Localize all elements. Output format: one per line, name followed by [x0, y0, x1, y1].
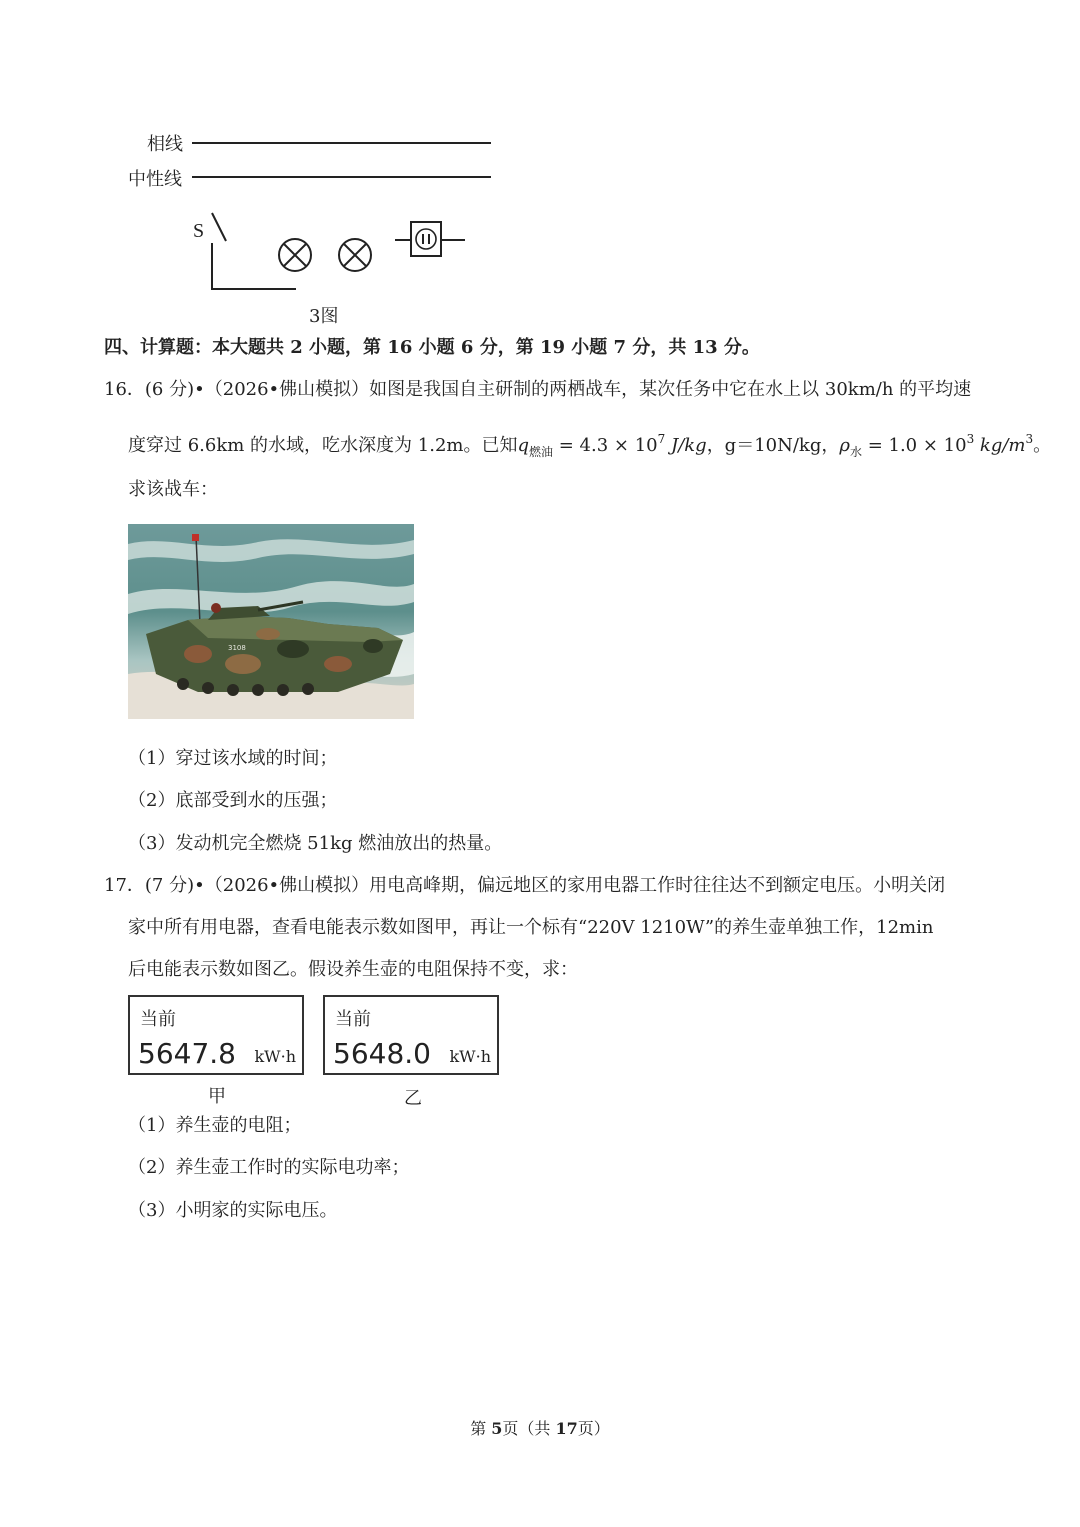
q-subscript: 燃油 [529, 445, 554, 459]
page-footer [0, 1416, 1080, 1439]
meter-value: 5648.0 [333, 1037, 431, 1070]
amphibious-tank-photo [128, 524, 414, 719]
q17-sub1: （1）养生壶的电阻； [128, 1115, 302, 1136]
meter-yi [323, 995, 499, 1075]
q16-line2-end: 。 [1033, 435, 1052, 456]
q-exponent: 7 [657, 432, 666, 446]
rho-subscript: 水 [849, 445, 862, 459]
q16-sub3: （3）发动机完全燃烧 51kg 燃油放出的热量。 [128, 833, 503, 854]
rho-value: = 1.0 × 10 [861, 435, 967, 456]
q17-sub2: （2）养生壶工作时的实际电功率； [128, 1157, 410, 1178]
meter-value: 5647.8 [138, 1037, 236, 1070]
circuit-neutral-label: 中性线 [128, 169, 182, 190]
q-value: = 4.3 × 10 [553, 435, 658, 456]
q-symbol: q [517, 435, 529, 456]
footer-total-pages: 17 [555, 1419, 578, 1438]
footer-prefix: 第 [470, 1419, 492, 1438]
q16-line2 [128, 425, 1051, 466]
tank-number: 3108 [228, 644, 246, 652]
rho-unit: kg/m [974, 435, 1026, 456]
q17-line3: 后电能表示数如图乙。假设养生壶的电阻保持不变，求： [128, 959, 578, 980]
circuit-phase-label: 相线 [147, 134, 183, 155]
footer-middle: 页（共 [502, 1419, 556, 1438]
meter-unit: kW·h [254, 1047, 296, 1066]
q16-line3: 求该战车： [128, 479, 218, 500]
socket-icon [395, 222, 465, 256]
meter-jia [128, 995, 304, 1075]
q17-sub3: （3）小明家的实际电压。 [128, 1200, 338, 1221]
rho-unit-exponent: 3 [1025, 432, 1034, 446]
lamp-icon [279, 239, 311, 271]
q-unit: J/kg [665, 435, 707, 456]
footer-page-number: 5 [491, 1419, 503, 1438]
rho-symbol: ρ [839, 435, 850, 456]
circuit-diagram [0, 0, 1080, 320]
rho-exponent: 3 [966, 432, 975, 446]
q17-line1: 17．(7 分)•（2026•佛山模拟）用电高峰期，偏远地区的家用电器工作时往往达不到额定电压。小明关闭 [104, 875, 946, 896]
q16-sub1: （1）穿过该水域的时间； [128, 748, 338, 769]
meter-unit: kW·h [449, 1047, 491, 1066]
footer-suffix: 页） [577, 1419, 610, 1438]
circuit-switch-label: S [193, 220, 205, 242]
switch-blade [212, 213, 226, 241]
section-heading: 四、计算题：本大题共 2 小题，第 16 小题 6 分，第 19 小题 7 分，共 13 分。 [104, 337, 760, 358]
q16-sub2: （2）底部受到水的压强； [128, 790, 338, 811]
meter-label: 当前 [335, 1009, 371, 1030]
q16-line2-text: 度穿过 6.6km 的水域，吃水深度为 1.2m。已知 [128, 435, 518, 456]
q16-line1: 16．(6 分)•（2026•佛山模拟）如图是我国自主研制的两栖战车，某次任务中它在水上以 30km/h 的平均速 [104, 379, 972, 400]
meter-caption-jia: 甲 [208, 1086, 226, 1107]
lamp-icon [339, 239, 371, 271]
g-text: ，g＝10N/kg， [706, 435, 840, 456]
circuit-caption: 3图 [309, 306, 339, 327]
meter-label: 当前 [140, 1009, 176, 1030]
q17-line2: 家中所有用电器，查看电能表示数如图甲，再让一个标有“220V 1210W”的养生壶单独工作，12min [128, 917, 934, 938]
meter-caption-yi: 乙 [404, 1088, 422, 1109]
